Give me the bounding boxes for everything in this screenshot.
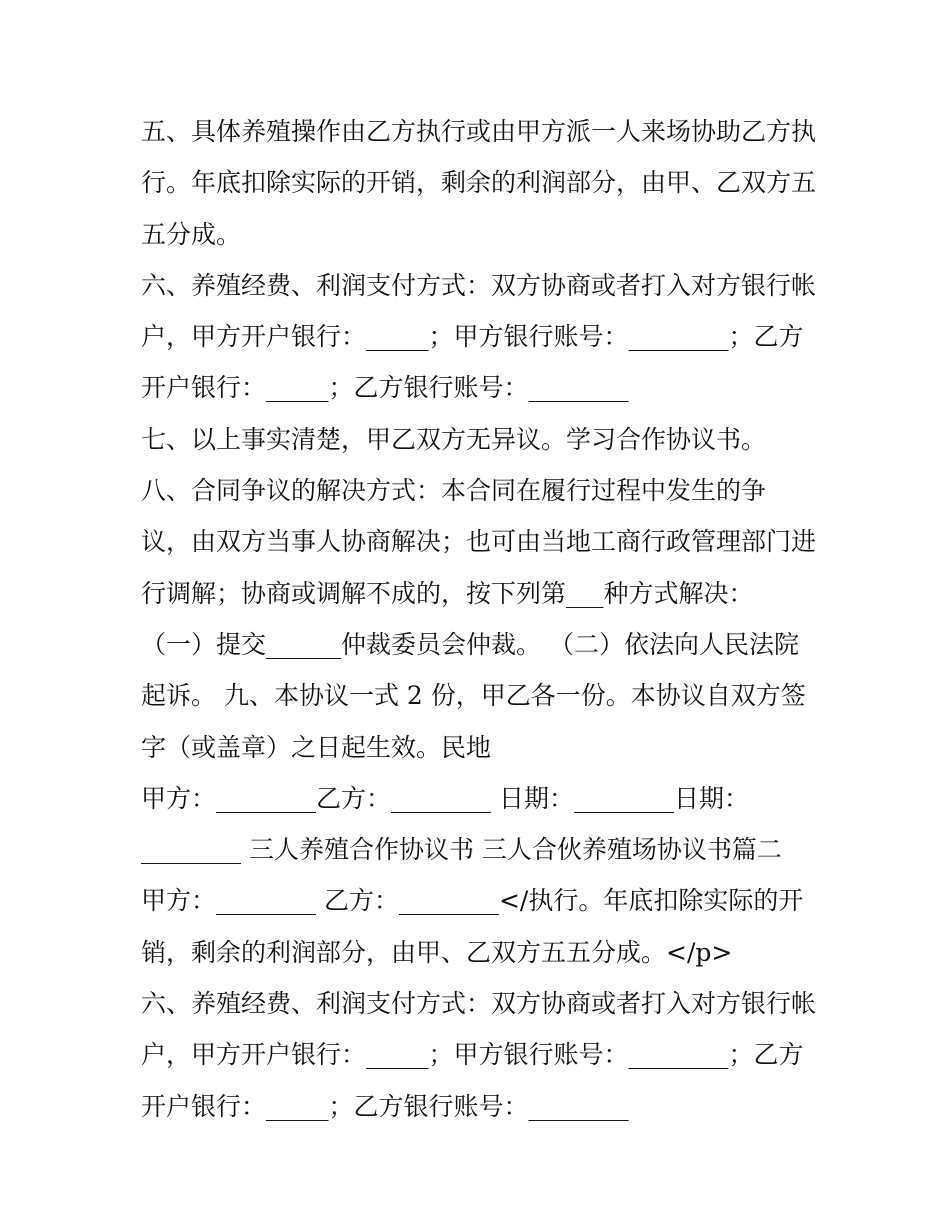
- text-line: 七、以上事实清楚，甲乙双方无异议。学习合作协议书。: [141, 424, 767, 454]
- text-line: （一）提交______仲裁委员会仲裁。 （二）依法向人民法院: [141, 629, 799, 659]
- text-line: 户，甲方开户银行：_____；甲方银行账号：________；乙方: [141, 322, 804, 352]
- text-line: 开户银行：_____；乙方银行账号：________: [141, 373, 629, 403]
- text-line: 开户银行：_____；乙方银行账号：________: [141, 1091, 629, 1121]
- text-line: 议，由双方当事人协商解决；也可由当地工商行政管理部门进: [141, 527, 817, 557]
- text-line: 甲方：________乙方：________ 日期：________日期：: [141, 783, 749, 813]
- document-body: [141, 106, 821, 1132]
- text-line: 销，剩余的利润部分，由甲、乙双方五五分成。</p>: [141, 937, 733, 967]
- text-line: 八、合同争议的解决方式：本合同在履行过程中发生的争: [141, 476, 767, 506]
- text-line: 六、养殖经费、利润支付方式：双方协商或者打入对方银行帐: [141, 270, 817, 300]
- text-line: 户，甲方开户银行：_____；甲方银行账号：________；乙方: [141, 1040, 804, 1070]
- text-line: 六、养殖经费、利润支付方式：双方协商或者打入对方银行帐: [141, 989, 817, 1019]
- text-line: 甲方：________ 乙方：________</执行。年底扣除实际的开: [141, 886, 804, 916]
- text-line: 字（或盖章）之日起生效。民地: [141, 732, 492, 762]
- text-line: 五分成。: [141, 219, 242, 249]
- text-line: 起诉。 九、本协议一式 2 份，甲乙各一份。本协议自双方签: [141, 681, 806, 711]
- text-line: ________ 三人养殖合作协议书 三人合伙养殖场协议书篇二: [141, 835, 782, 865]
- text-line: 行。年底扣除实际的开销，剩余的利润部分，由甲、乙双方五: [141, 168, 817, 198]
- text-line: 行调解；协商或调解不成的，按下列第___种方式解决：: [141, 578, 754, 608]
- text-line: 五、具体养殖操作由乙方执行或由甲方派一人来场协助乙方执: [141, 117, 817, 146]
